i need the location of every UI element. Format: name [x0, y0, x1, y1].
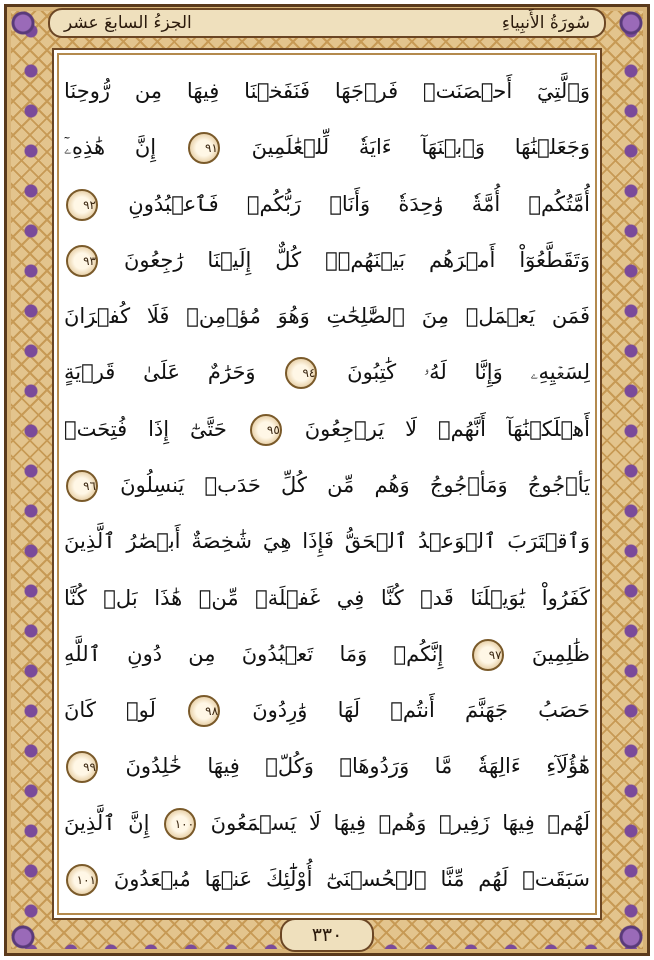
ayah-number-marker: ٩٣ [66, 245, 98, 277]
quran-text-panel [52, 48, 602, 920]
quran-line [64, 514, 590, 568]
quran-line [64, 739, 590, 793]
surah-label: سُورَةُ الأَنبِياءِ [501, 13, 590, 33]
verse-text-continued: إِنَّ هَٰذِهِۦٓ [64, 135, 157, 160]
quran-line [64, 627, 590, 681]
quran-line [64, 177, 590, 231]
ayah-number-marker: ٩٩ [66, 751, 98, 783]
corner-ornament-bottom-left [6, 920, 40, 954]
ayah-number-marker: ٩٤ [285, 357, 317, 389]
verse-text: وَجَعَلۡنَٰهَا وَٱبۡنَهَآ ءَايَةٗ لِّلۡعَٰلَمِينَ [251, 135, 590, 160]
verse-text: حَصَبُ جَهَنَّمَ أَنتُمۡ لَهَا وَٰرِدُونَ [252, 698, 590, 723]
verse-text: يَأۡجُوجُ وَمَأۡجُوجُ وَهُم مِّن كُلِّ حَدَبٖ يَنسِلُونَ [120, 472, 590, 497]
verse-text-continued: لَوۡ كَانَ [64, 698, 156, 723]
quran-line [64, 64, 590, 118]
quran-line [64, 289, 590, 343]
verse-text-continued: حَتَّىٰٓ إِذَا فُتِحَتۡ [64, 416, 227, 441]
verse-text: سَبَقَتۡ لَهُم مِّنَّا ٱلۡحُسۡنَىٰٓ أُوْلَٰٓئِكَ عَنۡهَا مُبۡعَدُونَ [113, 866, 590, 891]
ayah-number-marker: ٩٥ [250, 414, 282, 446]
verse-text-continued: إِنَّ ٱلَّذِينَ [64, 810, 150, 835]
verse-text: وَٱقۡتَرَبَ ٱلۡوَعۡدُ ٱلۡحَقُّ فَإِذَا هِيَ شَٰخِصَةٌ أَبۡصَٰرُ ٱلَّذِينَ [64, 529, 590, 554]
verse-text: كَفَرُواْ يَٰوَيۡلَنَا قَدۡ كُنَّا فِي غَفۡلَةٖ مِّنۡ هَٰذَا بَلۡ كُنَّا [64, 585, 590, 610]
quran-line [64, 852, 590, 906]
ayah-number-marker: ١٠٠ [164, 808, 196, 840]
quran-line [64, 120, 590, 174]
page-number: ٣٣٠ [280, 918, 374, 952]
verse-text: هَٰٓؤُلَآءِ ءَالِهَةٗ مَّا وَرَدُوهَاۖ وَكُلّٞ فِيهَا خَٰلِدُونَ [125, 754, 590, 779]
verse-text: لَهُمۡ فِيهَا زَفِيرٞ وَهُمۡ فِيهَا لَا يَسۡمَعُونَ [210, 810, 590, 835]
ayah-number-marker: ٩٧ [472, 639, 504, 671]
verse-text: لِسَعۡيِهِۦ وَإِنَّا لَهُۥ كَٰتِبُونَ [347, 360, 590, 385]
quran-line [64, 402, 590, 456]
quran-line [64, 233, 590, 287]
verse-text: وَتَقَطَّعُوٓاْ أَمۡرَهُم بَيۡنَهُمۡۖ كُلٌّ إِلَيۡنَا رَٰجِعُونَ [123, 247, 590, 272]
verse-text: ظَٰلِمِينَ [531, 641, 590, 666]
quran-line [64, 571, 590, 625]
verse-text-continued: وَحَرَٰمٌ عَلَىٰ قَرۡيَةٍ [64, 360, 256, 385]
verse-text: أَهۡلَكۡنَٰهَآ أَنَّهُمۡ لَا يَرۡجِعُونَ [304, 416, 590, 441]
ayah-number-marker: ٩٢ [66, 189, 98, 221]
quran-line [64, 458, 590, 512]
ayah-number-marker: ٩٨ [188, 695, 220, 727]
quran-line [64, 345, 590, 399]
corner-ornament-bottom-right [614, 920, 648, 954]
ayah-number-marker: ٩٦ [66, 470, 98, 502]
corner-ornament-top-left [6, 6, 40, 40]
verse-text: فَمَن يَعۡمَلۡ مِنَ ٱلصَّٰلِحَٰتِ وَهُوَ مُؤۡمِنٞ فَلَا كُفۡرَانَ [64, 304, 590, 329]
corner-ornament-top-right [614, 6, 648, 40]
quran-line [64, 796, 590, 850]
ayah-number-marker: ٩١ [188, 132, 220, 164]
ayah-number-marker: ١٠١ [66, 864, 98, 896]
page-header [48, 8, 606, 38]
verse-text: وَٱلَّتِيٓ أَحۡصَنَتۡ فَرۡجَهَا فَنَفَخۡنَا فِيهَا مِن رُّوحِنَا [64, 79, 590, 103]
verse-text-continued: إِنَّكُمۡ وَمَا تَعۡبُدُونَ مِن دُونِ ٱللَّهِ [64, 641, 444, 666]
text-lines [64, 64, 590, 906]
juz-label: الجزءُ السابعَ عشر [64, 13, 192, 33]
verse-text: أُمَّتُكُمۡ أُمَّةٗ وَٰحِدَةٗ وَأَنَا۠ رَبُّكُمۡ فَٱعۡبُدُونِ [128, 191, 590, 216]
quran-line [64, 683, 590, 737]
